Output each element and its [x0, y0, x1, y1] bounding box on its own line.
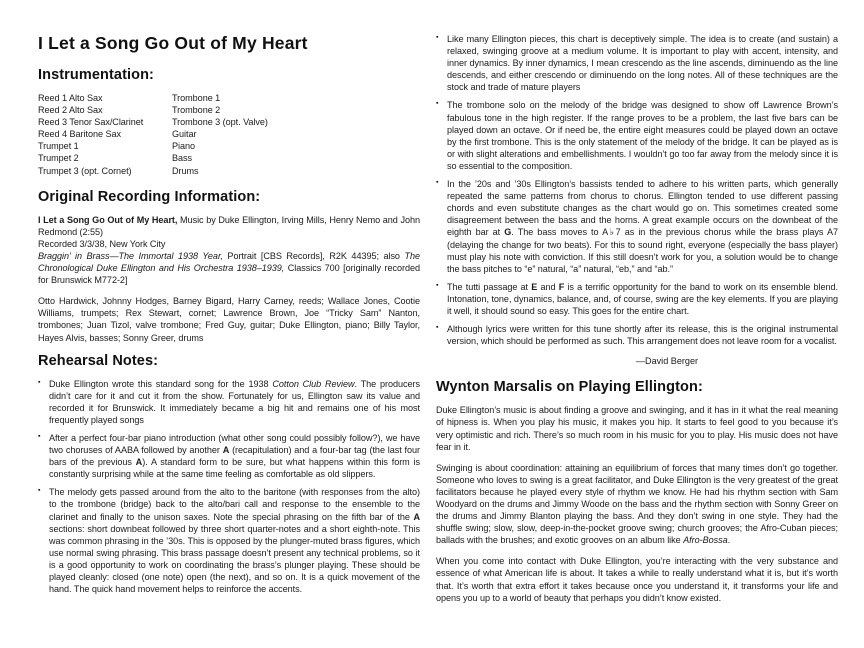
instrument-name: Reed 3 Tenor Sax/Clarinet — [38, 117, 144, 128]
instrument-name: Trumpet 2 — [38, 153, 79, 164]
instrument-name: Trumpet 1 — [38, 141, 79, 152]
marsalis-paragraph: When you come into contact with Duke Ellington, you’re interacting with the very substance and essence of what American life is about. It takes a while to really understand what it is, but it’s worth that. It’s worth that extra effort it takes because once you understand it, it transforms your life and opens you up to a world of beauty that perhaps you didn’t know existed. — [436, 556, 838, 603]
album-title: Afro-Bossa — [683, 535, 728, 546]
instrumentation-heading: Instrumentation: — [38, 67, 154, 83]
song-title-bold: I Let a Song Go Out of My Heart, — [38, 214, 178, 225]
note-text: sections: short downbeat followed by three short quarter-notes and a short eighth-note. This was common phrasing in the ’30s. This is opposed by the plunger-muted brass figures, which use normal swing phrasing. This brass passage doesn’t present any technical problems, so it is a good opportunity to work on coordinating the brass’s plunger playing. These should be played cleanly: closed (one note) open (the next), and so on. It is a quick movement of the hand. The quick hand movement helps to reinforce the accents. — [49, 523, 420, 595]
section-letter: A — [222, 445, 230, 456]
label-info: Portrait [CBS Records], R2K 44395; also — [222, 250, 405, 261]
note-text: . The bass moves to A♭7 as in the previous chorus while the brass plays A7 (delaying the change for two beats). For this to sound right, everyone (especially the bass player) must play his note with conviction. If this still doesn’t work for you, a solution would be to change the bass pitches to “e” natural, “a” natural, “eb,” and “ab.” — [447, 227, 838, 274]
instrument-row — [38, 116, 420, 128]
page-title: I Let a Song Go Out of My Heart — [38, 33, 308, 53]
marsalis-heading: Wynton Marsalis on Playing Ellington: — [436, 379, 703, 396]
album-title: Braggin’ in Brass—The Immortal 1938 Year, — [38, 250, 223, 261]
note-text: (recapitulation) and a four-bar tag (the last four bars of the previous — [49, 445, 421, 468]
rehearsal-note-item — [436, 178, 838, 275]
note-text: ). A standard form to be sure, but what happens within this form is constantly surprising while at the same time feeling as comfortable as old slippers. — [49, 457, 420, 480]
instrument-name: Guitar — [172, 129, 197, 140]
rehearsal-note-item — [38, 486, 420, 595]
paragraph-text: . — [727, 535, 731, 546]
marsalis-paragraph: Duke Ellington’s music is about finding a groove and swinging, and it has in it what the real meaning of hipness is. When you play his music, it makes you hip. It starts to feel good to you because it’s very optimistic and rich. There’s so much room in his music for you to play. His music does not have fear in it. — [436, 405, 838, 452]
note-text: In the ’20s and ’30s Ellington’s bassists tended to adhere to his written parts, which generally repeated the same patterns from chorus to chorus. Ellington tended to use different passing chords and even substitute changes as the chart would go on. This sometimes created some disagreement between the bass and the horns. A great example occurs on the downbeat of the eighth bar at — [447, 179, 838, 238]
instrument-name: Trombone 3 (opt. Valve) — [172, 117, 268, 128]
author-attribution: —David Berger — [635, 356, 699, 367]
note-text: and — [537, 281, 559, 292]
note-text: Duke Ellington wrote this standard song for the 1938 — [49, 378, 273, 389]
personnel-paragraph: Otto Hardwick, Johnny Hodges, Barney Bigard, Harry Carney, reeds; Wallace Jones, Cootie Williams, trumpets; Rex Stewart, cornet; Lawrence Brown, Joe “Tricky Sam” Nanton, trombones; Juan Tizol, valve trombone; Fred Guy, guitar; Duke Ellington, piano; Billy Taylor, Hayes Alvis, basses; Sonny Greer, drums — [38, 296, 420, 343]
instrument-name: Reed 2 Alto Sax — [38, 105, 103, 116]
rehearsal-note-item — [38, 432, 420, 480]
note-text: After a perfect four-bar piano introduction (what other song could possibly follow?), we have two choruses of AABA followed by another — [49, 432, 420, 456]
section-letter: G — [504, 227, 512, 238]
label-info: Classics 700 [originally recorded for Brunswick M772-2] — [38, 263, 420, 286]
instrument-name: Reed 1 Alto Sax — [38, 93, 103, 103]
instrument-name: Trumpet 3 (opt. Cornet) — [38, 165, 132, 176]
rehearsal-note-item — [436, 281, 838, 317]
rehearsal-note-item: ▪ Like many Ellington pieces, this chart is deceptively simple. The idea is to create (and sustain) a relaxed, swinging groove at a medium volume. It is important to play with accent, intensity, and inner dynamics. By inner dynamics, I mean crescendo as the line ascends, diminuendo as the line descends, and either crescendo or diminuendo on the long notes. All of these techniques are the stock and trade of mature players — [436, 33, 838, 93]
rehearsal-note-item: ▪ The trombone solo on the melody of the bridge was designed to show off Lawrence Brown’s fabulous tone in the high register. If the range proves to be a problem, the last five bars can be played down an octave. Or if need be, the entire eight measures could be played down an octave by the first trombone. This is the only statement of the melody of the bridge. It can be played as is or with slight alterations and embellishments. I wouldn’t go too far away from the melody since it is so essential to the composition. — [436, 99, 838, 172]
show-title: Cotton Club Review — [272, 378, 355, 389]
credits-text: Music by Duke Ellington, Irving Mills, Henry Nemo and John Redmond (2:55) — [38, 214, 420, 237]
paragraph-text: Swinging is about coordination: attaining an equilibrium of forces that many times don’t go together. Someone who loves to swing is a great facilitator, and Duke Ellington is the very greatest of the great facilitators because he played every style of rhythm we know. He had his rhythm section with Sam Woodyard on the drums and Jimmy Woode on the bass and the rhythm section with Sonny Greer on the drums and Jimmy Blanton playing the bass. And they don’t swing in one style. They had the shuffle swing; slow, slow, deep-in-the-pocket groove swing; church grooves; the Afro-Cuban pieces; ballads with the brushes; and exotic grooves on an album like — [436, 462, 838, 546]
instrument-row — [38, 152, 420, 164]
instrument-row — [38, 92, 420, 104]
note-text: is a terrific opportunity for the band to work on its ensemble blend. Intonation, tone, dynamics, balance, and, of course, swing are the key elements. If you are playing it well, it should sound so easy. This goes for the entire chart. — [447, 281, 838, 316]
note-text: The tutti passage at — [447, 281, 532, 292]
note-text: . The producers didn’t care for it and cut it from the show. Fortunately for us, Ellington saw its value and recorded it for Brunswick. It immediately became a big hit and remains one of his most frequently played songs — [49, 378, 420, 425]
rehearsal-notes-heading: Rehearsal Notes: — [38, 352, 159, 369]
recording-info-heading: Original Recording Information: — [38, 188, 261, 205]
section-letter: F — [558, 281, 565, 292]
note-text: The melody gets passed around from the alto to the baritone (with responses from the alto) to the trombone (bridge) back to the alto/bari call and response to the ensemble to the clarinet and finally to the unison saxes. Note the special phrasing on the fifth bar of the — [49, 487, 420, 522]
instrument-name: Trombone 2 — [172, 105, 221, 116]
left-column — [38, 33, 420, 648]
instrument-row — [38, 165, 420, 177]
rehearsal-note-item: ▪ Although lyrics were written for this tune shortly after its release, this is the original instrumental version, which should be performed as such. This arrangement does not leave room for a vocalist. — [436, 323, 838, 347]
instrumentation-list — [38, 92, 420, 177]
instrument-row — [38, 104, 420, 116]
rehearsal-note-item — [38, 378, 420, 426]
right-column — [436, 33, 838, 648]
instrument-name: Reed 4 Baritone Sax — [38, 129, 121, 140]
marsalis-paragraph — [436, 462, 838, 547]
instrument-name: Drums — [172, 165, 199, 176]
instrument-name: Trombone 1 — [172, 93, 221, 103]
instrument-name: Bass — [172, 153, 193, 164]
section-letter: E — [531, 281, 538, 292]
instrument-row — [38, 140, 420, 152]
section-letter: A — [135, 457, 143, 468]
recording-info-paragraph — [38, 214, 420, 287]
instrument-row — [38, 128, 420, 140]
album-title: The Chronological Duke Ellington and His Orchestra 1938–1939, — [38, 250, 420, 274]
instrument-name: Piano — [172, 141, 196, 152]
recording-date: Recorded 3/3/38, New York City — [38, 238, 166, 249]
section-letter: A — [413, 511, 420, 522]
